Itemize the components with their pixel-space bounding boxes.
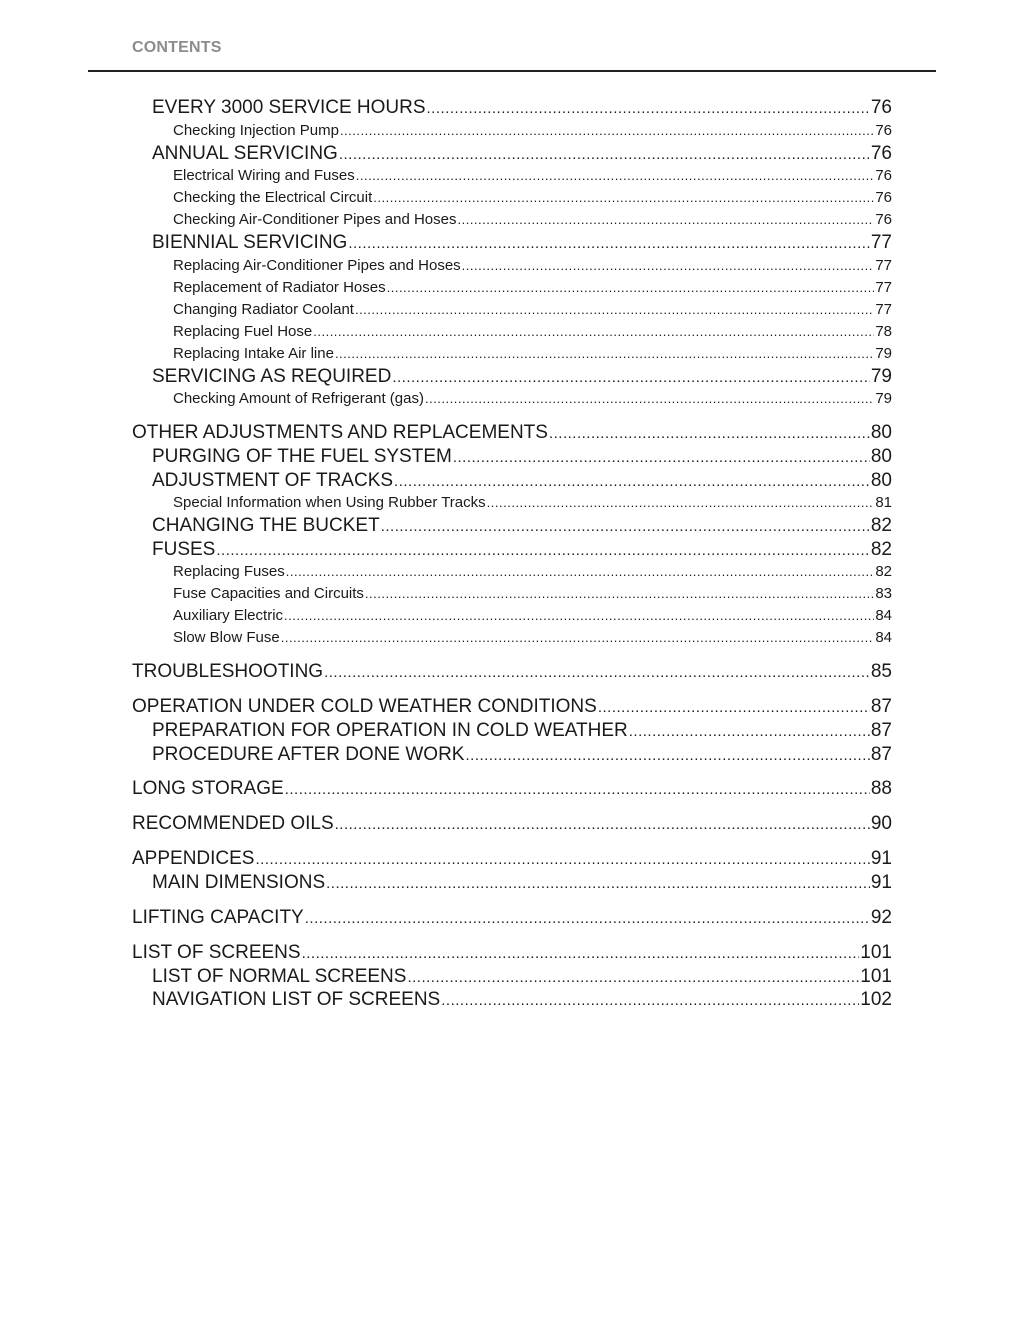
toc-entry[interactable] — [132, 514, 892, 538]
toc-entry-page: 82 — [870, 515, 892, 536]
toc-entry-title: Replacing Fuel Hose — [173, 322, 313, 340]
toc-entry[interactable] — [132, 988, 892, 1012]
toc-entry[interactable] — [132, 695, 892, 719]
toc-entry[interactable] — [132, 277, 892, 299]
toc-leader-dots — [427, 96, 870, 120]
toc-entry-page: 88 — [870, 778, 892, 799]
toc-entry-title: LIFTING CAPACITY — [132, 906, 304, 928]
toc-entry[interactable] — [132, 871, 892, 895]
toc-entry[interactable] — [132, 343, 892, 365]
table-of-contents — [132, 96, 892, 1012]
toc-entry-page: 76 — [870, 97, 892, 118]
toc-leader-dots — [425, 388, 874, 410]
toc-leader-dots — [373, 187, 874, 209]
toc-entry-page: 77 — [875, 300, 892, 318]
toc-entry-title: FUSES — [152, 538, 216, 560]
toc-entry[interactable] — [132, 209, 892, 231]
toc-entry-title: Special Information when Using Rubber Tracks — [173, 494, 486, 511]
page-header-label: CONTENTS — [132, 39, 222, 56]
toc-entry-title: RECOMMENDED OILS — [132, 813, 334, 834]
toc-entry-title: Checking Air-Conditioner Pipes and Hoses — [173, 211, 457, 228]
toc-entry[interactable] — [132, 812, 892, 836]
header-divider — [88, 70, 936, 72]
toc-entry[interactable] — [132, 777, 892, 801]
toc-leader-dots — [487, 492, 875, 514]
toc-leader-dots — [407, 965, 859, 989]
toc-entry-title: MAIN DIMENSIONS — [152, 872, 326, 893]
toc-leader-dots — [549, 421, 870, 445]
toc-entry-title: Fuse Capacities and Circuits — [173, 585, 364, 602]
toc-entry-page: 77 — [875, 256, 892, 274]
toc-entry[interactable] — [132, 120, 892, 142]
toc-entry-page: 76 — [875, 189, 892, 206]
toc-entry-page: 79 — [875, 390, 892, 407]
toc-entry-title: Electrical Wiring and Fuses — [173, 167, 355, 184]
toc-leader-dots — [335, 812, 870, 836]
toc-leader-dots — [339, 142, 870, 166]
toc-entry-page: 87 — [870, 720, 892, 741]
toc-leader-dots — [457, 209, 874, 231]
toc-entry-page: 76 — [875, 167, 892, 184]
toc-entry-title: Slow Blow Fuse — [173, 629, 280, 646]
toc-leader-dots — [381, 514, 870, 538]
toc-entry-page: 84 — [875, 607, 892, 624]
toc-entry-title: Changing Radiator Coolant — [173, 300, 354, 318]
toc-entry-title: EVERY 3000 SERVICE HOURS — [152, 97, 426, 118]
toc-entry-page: 91 — [870, 872, 892, 893]
toc-entry-title: Checking the Electrical Circuit — [173, 189, 373, 206]
toc-entry-page: 84 — [875, 629, 892, 646]
toc-entry-page: 101 — [860, 965, 892, 987]
toc-entry-title: ADJUSTMENT OF TRACKS — [152, 469, 394, 491]
toc-entry-title: NAVIGATION LIST OF SCREENS — [152, 989, 441, 1010]
toc-entry-page: 76 — [875, 121, 892, 139]
toc-entry-title: BIENNIAL SERVICING — [152, 232, 348, 253]
toc-entry-page: 78 — [875, 322, 892, 340]
toc-leader-dots — [284, 605, 874, 627]
toc-entry-page: 87 — [870, 743, 892, 765]
toc-entry[interactable] — [132, 187, 892, 209]
toc-entry-page: 82 — [875, 563, 892, 580]
toc-entry-page: 91 — [870, 848, 892, 869]
toc-entry-title: ANNUAL SERVICING — [152, 142, 338, 164]
toc-entry[interactable] — [132, 583, 892, 605]
toc-entry-page: 83 — [875, 585, 892, 602]
toc-leader-dots — [302, 941, 860, 965]
toc-entry[interactable] — [132, 561, 892, 583]
toc-entry[interactable] — [132, 605, 892, 627]
toc-entry-title: Replacing Intake Air line — [173, 344, 334, 362]
toc-entry-title: Replacement of Radiator Hoses — [173, 278, 386, 296]
toc-entry-title: APPENDICES — [132, 848, 255, 869]
toc-leader-dots — [365, 583, 874, 605]
toc-leader-dots — [305, 906, 870, 930]
toc-leader-dots — [355, 299, 874, 321]
toc-entry-page: 77 — [870, 232, 892, 253]
toc-entry[interactable] — [132, 231, 892, 255]
toc-leader-dots — [465, 743, 869, 767]
toc-entry-title: PURGING OF THE FUEL SYSTEM — [152, 446, 452, 467]
toc-leader-dots — [462, 255, 875, 277]
toc-entry-title: OPERATION UNDER COLD WEATHER CONDITIONS — [132, 696, 597, 717]
toc-entry[interactable] — [132, 965, 892, 989]
toc-leader-dots — [441, 988, 859, 1012]
toc-entry-title: Auxiliary Electric — [173, 607, 284, 624]
toc-entry[interactable] — [132, 492, 892, 514]
toc-entry-title: PROCEDURE AFTER DONE WORK — [152, 743, 465, 765]
toc-entry-title: LONG STORAGE — [132, 778, 284, 799]
toc-entry-title: CHANGING THE BUCKET — [152, 515, 380, 536]
toc-entry-page: 82 — [870, 538, 892, 560]
toc-entry[interactable] — [132, 255, 892, 277]
toc-leader-dots — [281, 627, 875, 649]
toc-leader-dots — [356, 165, 875, 187]
toc-entry-page: 79 — [870, 365, 892, 387]
toc-leader-dots — [324, 660, 870, 684]
toc-entry-page: 76 — [870, 142, 892, 164]
toc-leader-dots — [348, 231, 870, 255]
toc-entry-title: SERVICING AS REQUIRED — [152, 365, 392, 387]
toc-entry-page: 80 — [870, 422, 892, 443]
toc-entry-title: LIST OF NORMAL SCREENS — [152, 965, 407, 987]
toc-leader-dots — [340, 120, 874, 142]
toc-entry-page: 79 — [875, 344, 892, 362]
toc-entry-title: PREPARATION FOR OPERATION IN COLD WEATHER — [152, 720, 628, 741]
toc-leader-dots — [313, 321, 874, 343]
toc-entry[interactable] — [132, 743, 892, 767]
toc-entry[interactable] — [132, 321, 892, 343]
toc-leader-dots — [453, 445, 870, 469]
toc-entry[interactable] — [132, 142, 892, 166]
toc-leader-dots — [394, 469, 870, 493]
toc-entry[interactable] — [132, 941, 892, 965]
toc-entry-page: 92 — [870, 906, 892, 928]
toc-entry[interactable] — [132, 847, 892, 871]
toc-entry[interactable] — [132, 299, 892, 321]
toc-entry-title: LIST OF SCREENS — [132, 941, 301, 963]
toc-leader-dots — [216, 538, 870, 562]
toc-leader-dots — [392, 365, 870, 389]
toc-leader-dots — [255, 847, 869, 871]
toc-entry[interactable] — [132, 538, 892, 562]
toc-entry-title: Replacing Fuses — [173, 563, 285, 580]
toc-entry[interactable] — [132, 96, 892, 120]
toc-entry[interactable] — [132, 660, 892, 684]
toc-entry[interactable] — [132, 421, 892, 445]
toc-entry[interactable] — [132, 719, 892, 743]
toc-entry-title: Checking Injection Pump — [173, 121, 339, 139]
toc-entry-title: TROUBLESHOOTING — [132, 661, 324, 682]
toc-entry-page: 90 — [870, 813, 892, 834]
toc-leader-dots — [326, 871, 870, 895]
toc-entry[interactable] — [132, 388, 892, 410]
toc-entry-page: 77 — [875, 278, 892, 296]
toc-entry[interactable] — [132, 627, 892, 649]
toc-leader-dots — [285, 777, 870, 801]
toc-leader-dots — [387, 277, 875, 299]
toc-leader-dots — [335, 343, 874, 365]
toc-entry-page: 80 — [870, 446, 892, 467]
toc-leader-dots — [286, 561, 875, 583]
toc-entry-title: Checking Amount of Refrigerant (gas) — [173, 390, 424, 407]
toc-entry[interactable] — [132, 165, 892, 187]
toc-entry-title: OTHER ADJUSTMENTS AND REPLACEMENTS — [132, 422, 548, 443]
toc-leader-dots — [598, 695, 870, 719]
toc-entry-page: 87 — [870, 696, 892, 717]
toc-entry-page: 76 — [875, 211, 892, 228]
toc-entry[interactable] — [132, 469, 892, 493]
toc-entry[interactable] — [132, 445, 892, 469]
toc-entry-page: 101 — [860, 941, 892, 963]
toc-entry-title: Replacing Air-Conditioner Pipes and Hoses — [173, 256, 461, 274]
toc-entry-page: 81 — [875, 494, 892, 511]
toc-entry-page: 102 — [860, 989, 892, 1010]
toc-leader-dots — [629, 719, 870, 743]
toc-entry[interactable] — [132, 906, 892, 930]
toc-entry-page: 85 — [870, 661, 892, 682]
toc-entry[interactable] — [132, 365, 892, 389]
toc-entry-page: 80 — [870, 469, 892, 491]
